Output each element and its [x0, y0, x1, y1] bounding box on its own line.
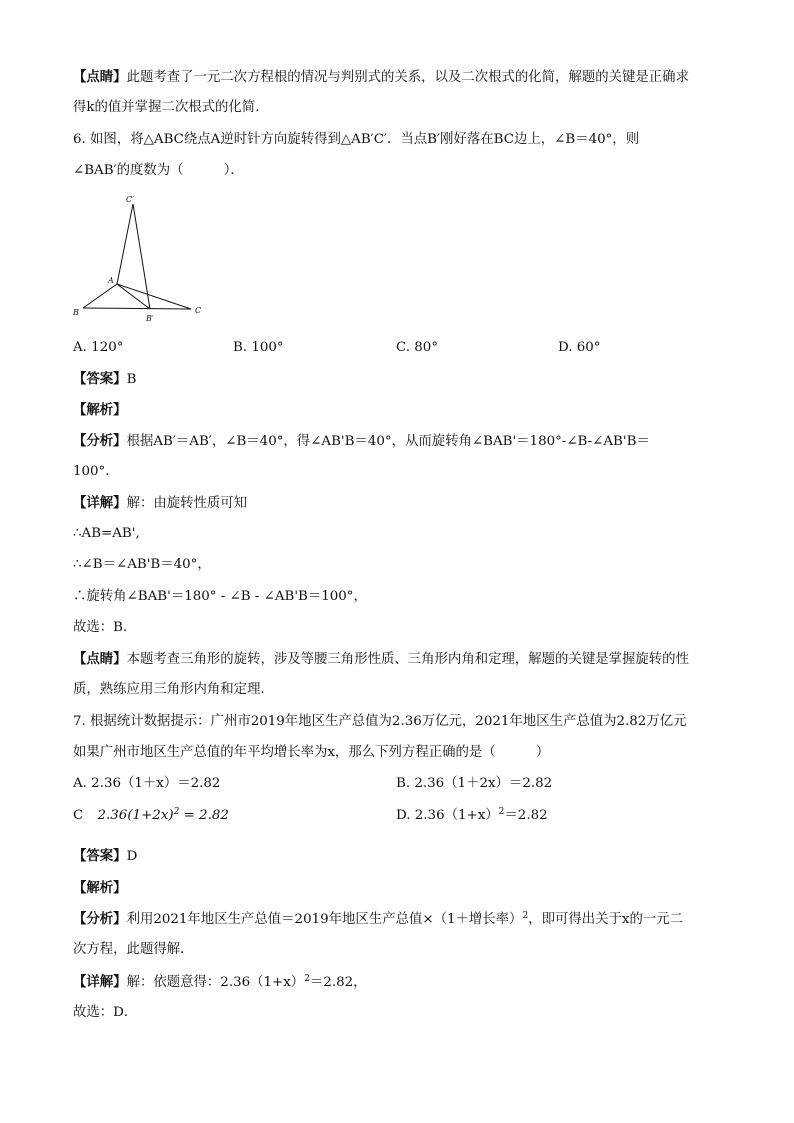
- q6-option-b: B. 100°: [233, 340, 284, 355]
- detail-label: 【详解】: [73, 974, 127, 990]
- q6-detail-line-1: [73, 493, 247, 514]
- remark-label: 【点睛】: [73, 651, 127, 667]
- q6-remark-line-1: [73, 649, 689, 670]
- q6-detail-line-2: ∴AB=AB',: [73, 526, 140, 541]
- q6-stem-line-2: ∠BAB′的度数为（ ）．: [73, 163, 244, 178]
- segment-bc: [83, 308, 191, 309]
- analysis-title-label: 【分析】: [73, 433, 127, 449]
- rotation-triangle-figure: [65, 190, 215, 325]
- q7-option-a: A. 2.36（1＋x）＝2.82: [73, 776, 221, 791]
- q6-analysis-label: 【解析】: [73, 402, 127, 418]
- analysis-text: 根据AB′＝AB′，∠B＝40°，得∠AB'B＝40°，从而旋转角∠BAB'＝180°-∠B-∠AB'B＝: [126, 434, 650, 449]
- q6-option-d: D. 60°: [558, 340, 601, 355]
- q6-analysis-line-2: 100°．: [73, 464, 119, 479]
- q7-option-b: B. 2.36（1＋2x）＝2.82: [396, 776, 553, 791]
- q5-remark-line-1: [73, 67, 689, 88]
- q5-remark-line-2: 得k的值并掌握二次根式的化简．: [73, 100, 269, 115]
- q6-remark-line-2: 质，熟练应用三角形内角和定理．: [73, 682, 274, 697]
- q7-answer: [73, 846, 137, 867]
- segment-ac: [117, 284, 191, 309]
- answer-label: 【答案】: [73, 848, 127, 864]
- remark-label: 【点睛】: [73, 69, 127, 85]
- q7-option-c: [73, 806, 229, 826]
- answer-value: D: [126, 849, 138, 864]
- q7-option-d: D. $2.36(1+x)^2=2.82$: [396, 807, 548, 823]
- q7-detail-line-1: 【详解】解：依题意得：$2.36(1+x)^2=2.82$，: [73, 974, 367, 990]
- label-c: C: [195, 306, 202, 315]
- detail-label: 【详解】: [73, 495, 127, 511]
- segment-ac-prime: [117, 204, 133, 284]
- q6-detail-line-4: ∴旋转角∠BAB'＝180° - ∠B - ∠AB'B＝100°，: [73, 589, 367, 604]
- q6-answer: [73, 369, 136, 390]
- analysis-title-label: 【分析】: [73, 911, 127, 927]
- q7-analysis-line-1: 【分析】利用2021年地区生产总值＝2019年地区生产总值×（1＋增长率）$^2$，即可得出关于x的一元二: [73, 911, 684, 927]
- segment-b-prime-c-prime: [133, 204, 150, 309]
- q6-detail-line-5: 故选：B．: [73, 620, 137, 635]
- answer-label: 【答案】: [73, 371, 127, 387]
- q6-analysis-line-1: [73, 431, 650, 452]
- remark-text: 此题考查了一元二次方程根的情况与判别式的关系，以及二次根式的化简，解题的关键是正确求: [126, 70, 689, 85]
- q7-analysis-label: 【解析】: [73, 880, 127, 896]
- q6-option-a: A. 120°: [73, 340, 124, 355]
- label-b-prime: B′: [146, 314, 154, 323]
- remark-text: 本题考查三角形的旋转，涉及等腰三角形性质、三角形内角和定理，解题的关键是掌握旋转的性: [126, 652, 689, 667]
- segment-ab: [83, 284, 117, 308]
- option-c-formula: $2.36(1+2x)^2 = 2.82$: [97, 807, 229, 823]
- segment-ab-prime: [117, 284, 150, 309]
- detail-text: 解：由旋转性质可知: [126, 496, 248, 511]
- q6-option-c: C. 80°: [396, 340, 439, 355]
- q7-stem-line-2: 如果广州市地区生产总值的年平均增长率为x，那么下列方程正确的是（ ）: [73, 745, 550, 760]
- q6-stem-line-1: 6. 如图，将△ABC绕点A逆时针方向旋转得到△AB′C′．当点B′刚好落在BC边上，∠B＝40°，则: [73, 132, 640, 147]
- label-b: B: [73, 308, 79, 317]
- q6-detail-line-3: ∴∠B＝∠AB'B＝40°，: [73, 557, 211, 572]
- option-c-letter: C: [73, 808, 84, 823]
- label-a: A: [108, 276, 114, 285]
- answer-value: B: [126, 372, 137, 387]
- q7-analysis-line-2: 次方程，此题得解．: [73, 942, 194, 957]
- label-c-prime: C′: [126, 195, 134, 204]
- q7-detail-line-2: 故选：D．: [73, 1005, 138, 1020]
- q7-stem-line-1: 7. 根据统计数据提示：广州市2019年地区生产总值为2.36万亿元，2021年地区生产总值为2.82万亿元: [73, 714, 687, 729]
